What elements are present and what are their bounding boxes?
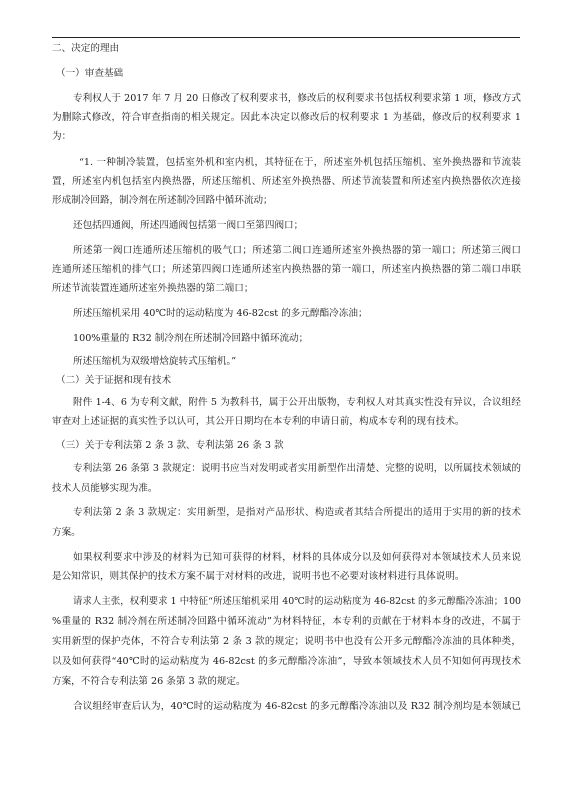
claim-line: 还包括四通阀，所述四通阀包括第一阀口至第四阀口； (73, 220, 304, 231)
paragraph-line: 审查对上述证据的真实性予以认可，其公开日期均在本专利的申请日前，构成本专利的现有技术。 (52, 416, 465, 427)
paragraph-line: 为删除式修改，符合审查指南的相关规定。因此本决定以修改后的权利要求 1 为基础，修改后的权利要求 1 (52, 112, 521, 123)
paragraph-line: 专利法第 2 条 3 款规定：实用新型，是指对产品形状、构造或者其结合所提出的适用于实用的新的技术 (73, 507, 521, 518)
claim-line: 形成制冷回路，制冷剂在所述制冷回路中循环流动； (52, 195, 273, 206)
paragraph-line: 如果权利要求中涉及的材料为已知可获得的材料，材料的具体成分以及如何获得对本领域技术人员来说 (73, 552, 521, 563)
paragraph-line: 请求人主张，权利要求 1 中特征“所述压缩机采用 40℃时的运动粘度为 46-82cst 的多元醇酯冷冻油；100 (73, 596, 521, 607)
paragraph-line: 附件 1-4、6 为专利文献，附件 5 为教科书，属于公开出版物，专利权人对其真实性没有异议，合议组经 (73, 397, 521, 408)
claim-line: 所述第一阀口连通所述压缩机的吸气口；所述第二阀口连通所述室外换热器的第一端口；所述第三阀口 (73, 245, 521, 256)
paragraph-line: 专利权人于 2017 年 7 月 20 日修改了权利要求书，修改后的权利要求书包括权利要求第 1 项，修改方式 (73, 93, 521, 104)
claim-line: 100%重量的 R32 制冷剂在所述制冷回路中循环流动； (73, 333, 309, 344)
header-rule (52, 37, 520, 38)
claim-line: 所述压缩机为双级增焓旋转式压缩机。” (73, 356, 237, 367)
claim-line: 置，所述室内机包括室内换热器，所述压缩机、所述室外换热器、所述节流装置和所述室内换热器依次连接 (52, 176, 521, 187)
paragraph-line: 以及如何获得“40℃时的运动粘度为 46-82cst 的多元醇酯冷冻油”，导致本领域技术人员不知如何再现技术 (52, 656, 521, 667)
paragraph-line: %重量的 R32 制冷剂在所述制冷回路中循环流动”为材料特征，本专利的贡献在于材料本身的改进，不属于 (52, 616, 521, 627)
paragraph-line: 是公知常识，则其保护的技术方案不属于对材料的改进，说明书也不必要对该材料进行具体说明。 (52, 571, 465, 582)
subsection-title-law: （三）关于专利法第 2 条 3 款、专利法第 26 条 3 款 (56, 440, 284, 451)
paragraph-line: 为： (52, 131, 72, 142)
paragraph-line: 合议组经审查后认为，40℃时的运动粘度为 46-82cst 的多元醇酯冷冻油以及 R32 制冷剂均是本领域已 (73, 701, 521, 712)
claim-line: “1. 一种制冷装置，包括室外机和室内机，其特征在于，所述室外机包括压缩机、室外换热器和节流装 (79, 157, 521, 168)
paragraph-line: 方案，不符合专利法第 26 条第 3 款的规定。 (52, 676, 246, 687)
subsection-title-evidence: （二）关于证据和现有技术 (56, 375, 172, 386)
claim-line: 连通所述压缩机的排气口；所述第四阀口连通所述室内换热器的第一端口，所述室内换热器的第二端口串联 (52, 264, 521, 275)
subsection-title-basis: （一）审查基础 (56, 68, 124, 79)
paragraph-line: 实用新型的保护壳体，不符合专利法第 2 条 3 款的规定；说明书中也没有公开多元醇酯冷冻油的具体种类， (52, 636, 521, 647)
section-heading: 二、决定的理由 (52, 43, 120, 54)
paragraph-line: 技术人员能够实现为准。 (52, 483, 158, 494)
claim-line: 所述节流装置连通所述室外换热器的第二端口； (52, 283, 254, 294)
claim-line: 所述压缩机采用 40℃时的运动粘度为 46-82cst 的多元醇酯冷冻油； (73, 308, 368, 319)
paragraph-line: 专利法第 26 条第 3 款规定：说明书应当对发明或者实用新型作出清楚、完整的说明，以所属技术领域的 (73, 463, 521, 474)
paragraph-line: 方案。 (52, 527, 81, 538)
